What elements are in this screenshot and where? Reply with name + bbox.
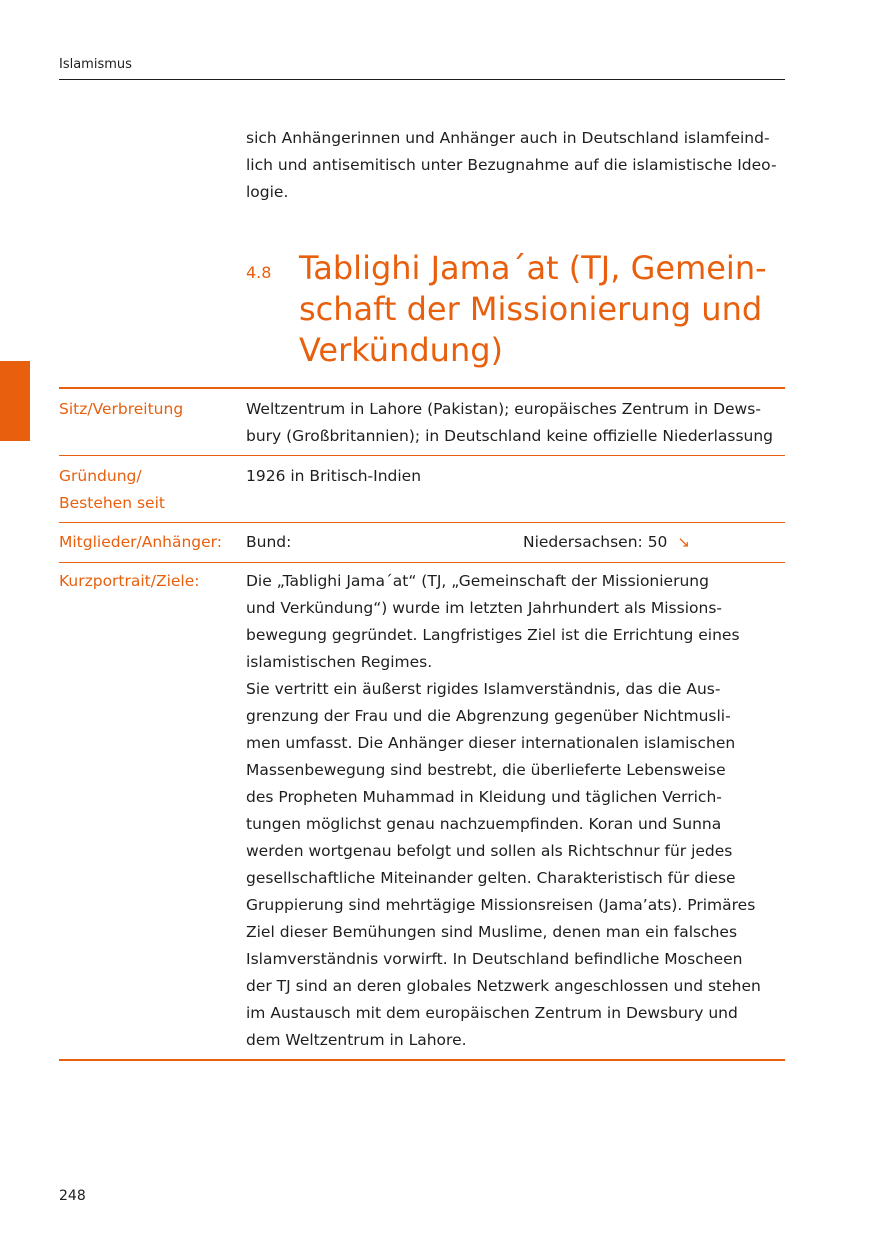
- table-label-line: Gründung/: [59, 467, 142, 485]
- portrait-line: islamistischen Regimes.: [246, 653, 433, 671]
- portrait-line: Massenbewegung sind bestrebt, die überlieferte Lebensweise: [246, 761, 726, 779]
- table-value-gruendung: 1926 in Britisch-Indien: [246, 467, 422, 485]
- running-header: Islamismus: [59, 57, 132, 72]
- table-label-mitglieder: Mitglieder/Anhänger:: [59, 533, 222, 551]
- portrait-line: bewegung gegründet. Langfristiges Ziel ist die Errichtung eines: [246, 626, 740, 644]
- table-top-rule: [59, 387, 785, 389]
- table-value-sitz: [246, 396, 786, 450]
- table-row-divider: [59, 522, 785, 523]
- portrait-line: des Propheten Muhammad in Kleidung und täglichen Verrich-: [246, 788, 722, 806]
- portrait-line: der TJ sind an deren globales Netzwerk angeschlossen und stehen: [246, 977, 761, 995]
- portrait-line: Gruppierung sind mehrtägige Missionsreisen (Jama’ats). Primäres: [246, 896, 756, 914]
- table-value-niedersachsen: [523, 529, 690, 556]
- header-rule: [59, 79, 785, 80]
- portrait-line: im Austausch mit dem europäischen Zentrum in Dewsbury und: [246, 1004, 738, 1022]
- section-title-line: Tablighi Jama´at (TJ, Gemein-: [299, 249, 767, 287]
- table-row-divider: [59, 455, 785, 456]
- table-value-kurzportrait: [246, 568, 786, 1054]
- table-value-line: bury (Großbritannien); in Deutschland keine offizielle Niederlassung: [246, 427, 774, 445]
- niedersachsen-count: Niedersachsen: 50: [523, 533, 668, 551]
- portrait-line: Ziel dieser Bemühungen sind Muslime, denen man ein falsches: [246, 923, 738, 941]
- trend-down-arrow-icon: ↘: [677, 533, 690, 551]
- table-label-gruendung: [59, 463, 165, 517]
- table-bottom-rule: [59, 1059, 785, 1061]
- table-row-divider: [59, 562, 785, 563]
- portrait-line: tungen möglichst genau nachzuempfinden. Koran und Sunna: [246, 815, 722, 833]
- portrait-line: dem Weltzentrum in Lahore.: [246, 1031, 467, 1049]
- section-title-line: Verkündung): [299, 331, 504, 369]
- intro-line: sich Anhängerinnen und Anhänger auch in Deutschland islamfeind-: [246, 129, 770, 147]
- portrait-line: men umfasst. Die Anhänger dieser internationalen islamischen: [246, 734, 736, 752]
- intro-paragraph: [246, 125, 786, 206]
- portrait-line: grenzung der Frau und die Abgrenzung gegenüber Nichtmusli-: [246, 707, 731, 725]
- portrait-line: Islamverständnis vorwirft. In Deutschland befindliche Moscheen: [246, 950, 743, 968]
- portrait-line: Die „Tablighi Jama´at“ (TJ, „Gemeinschaft der Missionierung: [246, 572, 709, 590]
- table-label-line: Bestehen seit: [59, 494, 165, 512]
- intro-line: lich und antisemitisch unter Bezugnahme auf die islamistische Ideo-: [246, 156, 777, 174]
- table-value-line: Weltzentrum in Lahore (Pakistan); europäisches Zentrum in Dews-: [246, 400, 761, 418]
- section-number: 4.8: [246, 263, 272, 282]
- portrait-line: Sie vertritt ein äußerst rigides Islamverständnis, das die Aus-: [246, 680, 721, 698]
- intro-line: logie.: [246, 183, 289, 201]
- section-title: [299, 248, 767, 371]
- table-value-bund: Bund:: [246, 533, 292, 551]
- table-label-sitz: Sitz/Verbreitung: [59, 400, 184, 418]
- page-number: 248: [59, 1188, 86, 1204]
- portrait-line: gesellschaftliche Miteinander gelten. Charakteristisch für diese: [246, 869, 736, 887]
- chapter-side-tab: [0, 361, 30, 441]
- section-title-line: schaft der Missionierung und: [299, 290, 763, 328]
- portrait-line: werden wortgenau befolgt und sollen als Richtschnur für jedes: [246, 842, 733, 860]
- table-label-kurzportrait: Kurzportrait/Ziele:: [59, 572, 200, 590]
- portrait-line: und Verkündung“) wurde im letzten Jahrhundert als Missions-: [246, 599, 722, 617]
